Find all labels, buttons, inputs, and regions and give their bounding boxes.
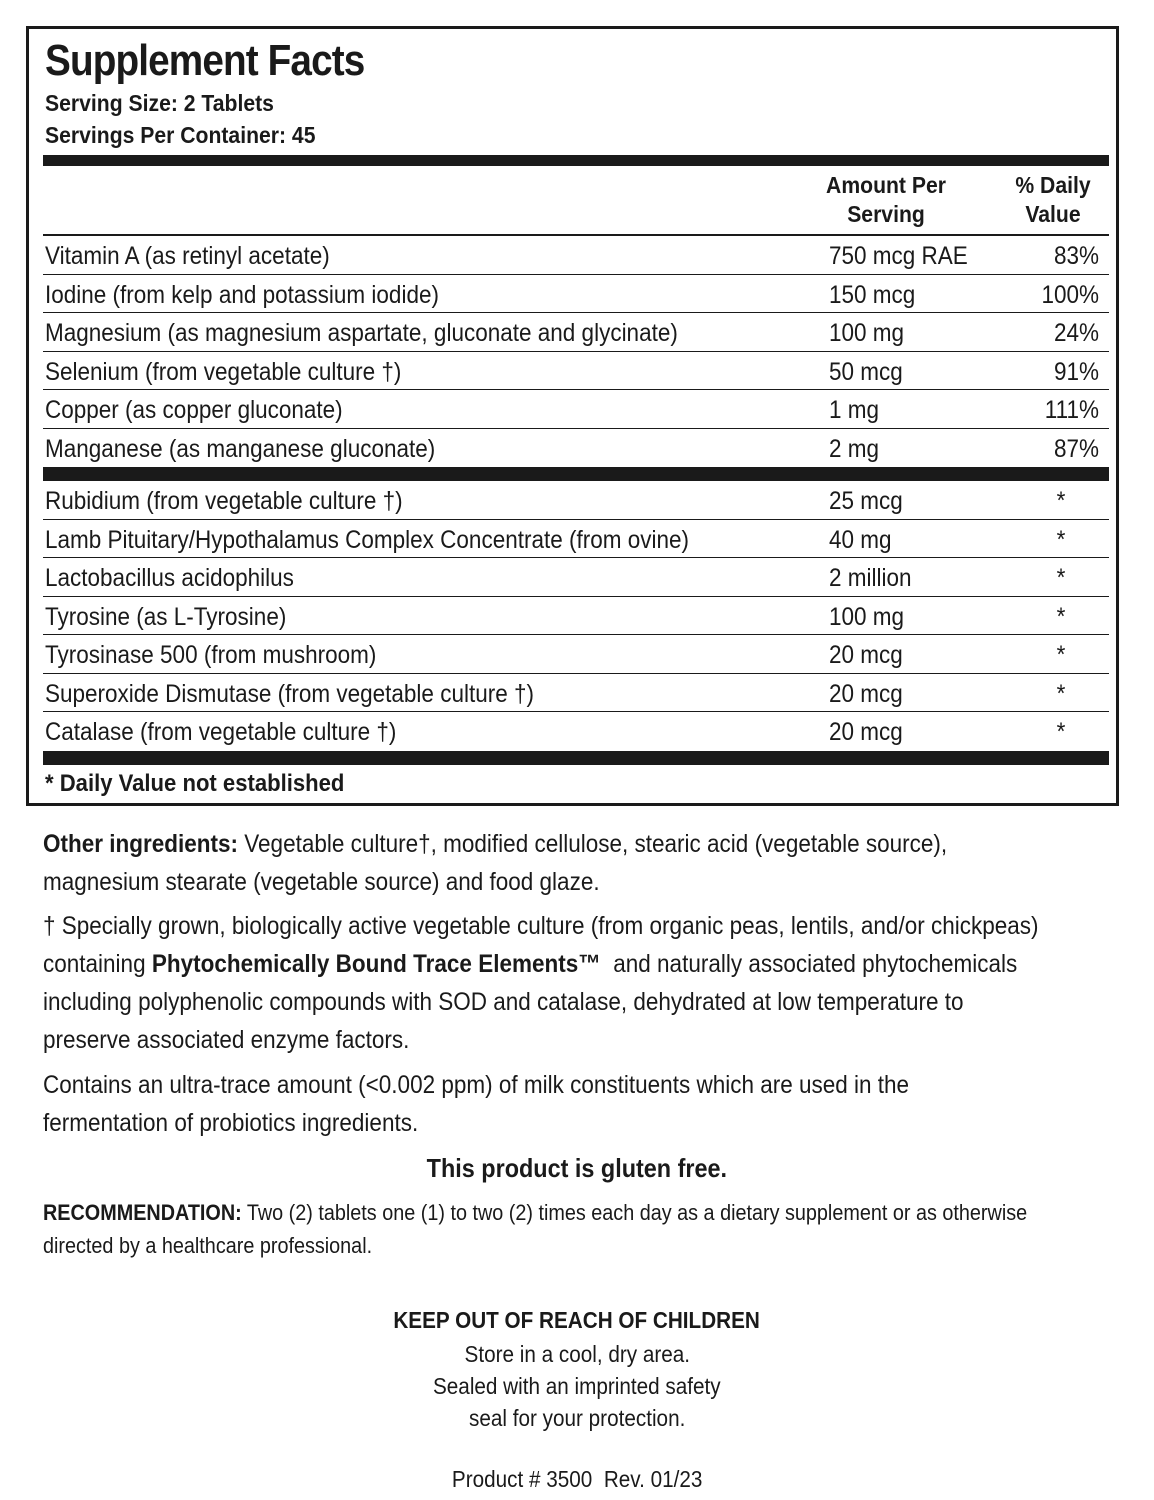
nutrient-row — [43, 313, 1109, 352]
nutrient-daily-value: * — [1056, 679, 1066, 708]
thick-divider-bottom — [43, 751, 1109, 765]
nutrient-daily-value: 100% — [1041, 280, 1099, 309]
amount-per-serving-header: Amount Per Serving — [826, 172, 946, 227]
daily-value-header: % Daily Value — [1015, 172, 1091, 227]
nutrient-daily-value: * — [1056, 641, 1066, 669]
nutrient-name: Rubidium (from vegetable culture †) — [45, 487, 403, 515]
nutrient-name: Catalase (from vegetable culture †) — [45, 718, 397, 746]
nutrient-row — [43, 390, 1109, 429]
recommendation-label: RECOMMENDATION: — [43, 1200, 242, 1225]
vegetable-culture-note: † Specially grown, biologically active vegetable culture (from organic peas, lentils, and/or chickpeas) containing Phytochemically Bound Trace Elements™ and naturally associated phytochemicals including polyphenolic compounds with SOD and catalase, dehydrated at low temperature to preserve associated enzyme factors. — [43, 912, 1039, 1054]
nutrient-row — [43, 236, 1109, 275]
nutrient-name: Copper (as copper gluconate) — [45, 396, 343, 424]
nutrient-daily-value: * — [1056, 564, 1066, 592]
nutrient-daily-value: 111% — [1044, 396, 1099, 424]
nutrient-name: Tyrosine (as L-Tyrosine) — [45, 602, 287, 631]
milk-constituents-note: Contains an ultra-trace amount (<0.002 ppm) of milk constituents which are used in the fermentation of probiotics ingredients. — [43, 1071, 910, 1137]
nutrient-row — [43, 481, 1109, 520]
nutrient-amount: 2 mg — [829, 434, 880, 463]
nutrient-name: Superoxide Dismutase (from vegetable culture †) — [45, 679, 534, 708]
nutrient-amount: 20 mcg — [829, 641, 903, 669]
nutrient-row — [43, 558, 1109, 597]
nutrient-daily-value: 91% — [1053, 357, 1099, 386]
servings-per-container: Servings Per Container: 45 — [45, 122, 316, 148]
supplement-facts-panel — [26, 26, 1119, 806]
nutrient-daily-value: 87% — [1053, 434, 1099, 463]
nutrient-amount: 150 mcg — [829, 280, 916, 309]
nutrient-daily-value: 83% — [1053, 242, 1099, 270]
nutrient-amount: 20 mcg — [829, 718, 903, 746]
nutrient-amount: 100 mg — [829, 602, 905, 631]
nutrient-amount: 100 mg — [829, 319, 905, 347]
nutrient-row — [43, 275, 1109, 314]
nutrient-daily-value: * — [1056, 602, 1066, 631]
nutrient-row — [43, 674, 1109, 713]
daily-value-footnote: * Daily Value not established — [45, 770, 345, 797]
nutrient-daily-value: * — [1056, 525, 1066, 554]
nutrient-name: Magnesium (as magnesium aspartate, gluconate and glycinate) — [45, 319, 678, 347]
nutrient-amount: 1 mg — [829, 396, 880, 424]
nutrient-amount: 50 mcg — [829, 357, 903, 386]
nutrient-name: Iodine (from kelp and potassium iodide) — [45, 280, 439, 309]
nutrient-name: Vitamin A (as retinyl acetate) — [45, 242, 330, 270]
nutrient-name: Lactobacillus acidophilus — [45, 564, 294, 592]
keep-out-of-reach-warning: KEEP OUT OF REACH OF CHILDREN — [393, 1307, 761, 1333]
nutrient-row — [43, 597, 1109, 636]
nutrient-row — [43, 429, 1109, 468]
nutrient-daily-value: * — [1056, 718, 1066, 746]
nutrient-amount: 2 million — [829, 564, 912, 592]
other-ingredients-label: Other ingredients: — [43, 830, 239, 858]
storage-instructions: Store in a cool, dry area. Sealed with an imprinted safety seal for your protection. — [433, 1341, 721, 1431]
nutrient-daily-value: 24% — [1053, 319, 1099, 347]
nutrient-amount: 40 mg — [829, 525, 892, 554]
nutrient-name: Selenium (from vegetable culture †) — [45, 357, 402, 386]
gluten-free-statement: This product is gluten free. — [426, 1153, 728, 1183]
product-number: Product # 3500 Rev. 01/23 — [451, 1466, 703, 1492]
serving-size: Serving Size: 2 Tablets — [45, 90, 274, 116]
nutrient-row — [43, 635, 1109, 674]
supplement-facts-title: Supplement Facts — [45, 36, 365, 85]
recommendation: RECOMMENDATION: Two (2) tablets one (1) to two (2) times each day as a dietary supplement or as otherwise directed by a healthcare professional. — [43, 1200, 1028, 1258]
thick-divider-middle — [43, 467, 1109, 481]
trace-elements-trademark: Phytochemically Bound Trace Elements™ — [151, 950, 601, 978]
thick-divider-top — [43, 155, 1109, 166]
nutrient-row — [43, 520, 1109, 559]
nutrient-name: Tyrosinase 500 (from mushroom) — [45, 641, 377, 669]
nutrient-name: Lamb Pituitary/Hypothalamus Complex Concentrate (from ovine) — [45, 525, 690, 554]
other-ingredients: Other ingredients: Vegetable culture†, modified cellulose, stearic acid (vegetable source), magnesium stearate (vegetable source) and food glaze. — [43, 830, 948, 896]
nutrient-name: Manganese (as manganese gluconate) — [45, 434, 436, 463]
nutrient-amount: 750 mcg RAE — [829, 242, 968, 270]
nutrient-daily-value: * — [1056, 487, 1066, 515]
nutrient-amount: 20 mcg — [829, 679, 903, 708]
nutrient-amount: 25 mcg — [829, 487, 903, 515]
nutrient-row — [43, 352, 1109, 391]
nutrient-row — [43, 712, 1109, 751]
